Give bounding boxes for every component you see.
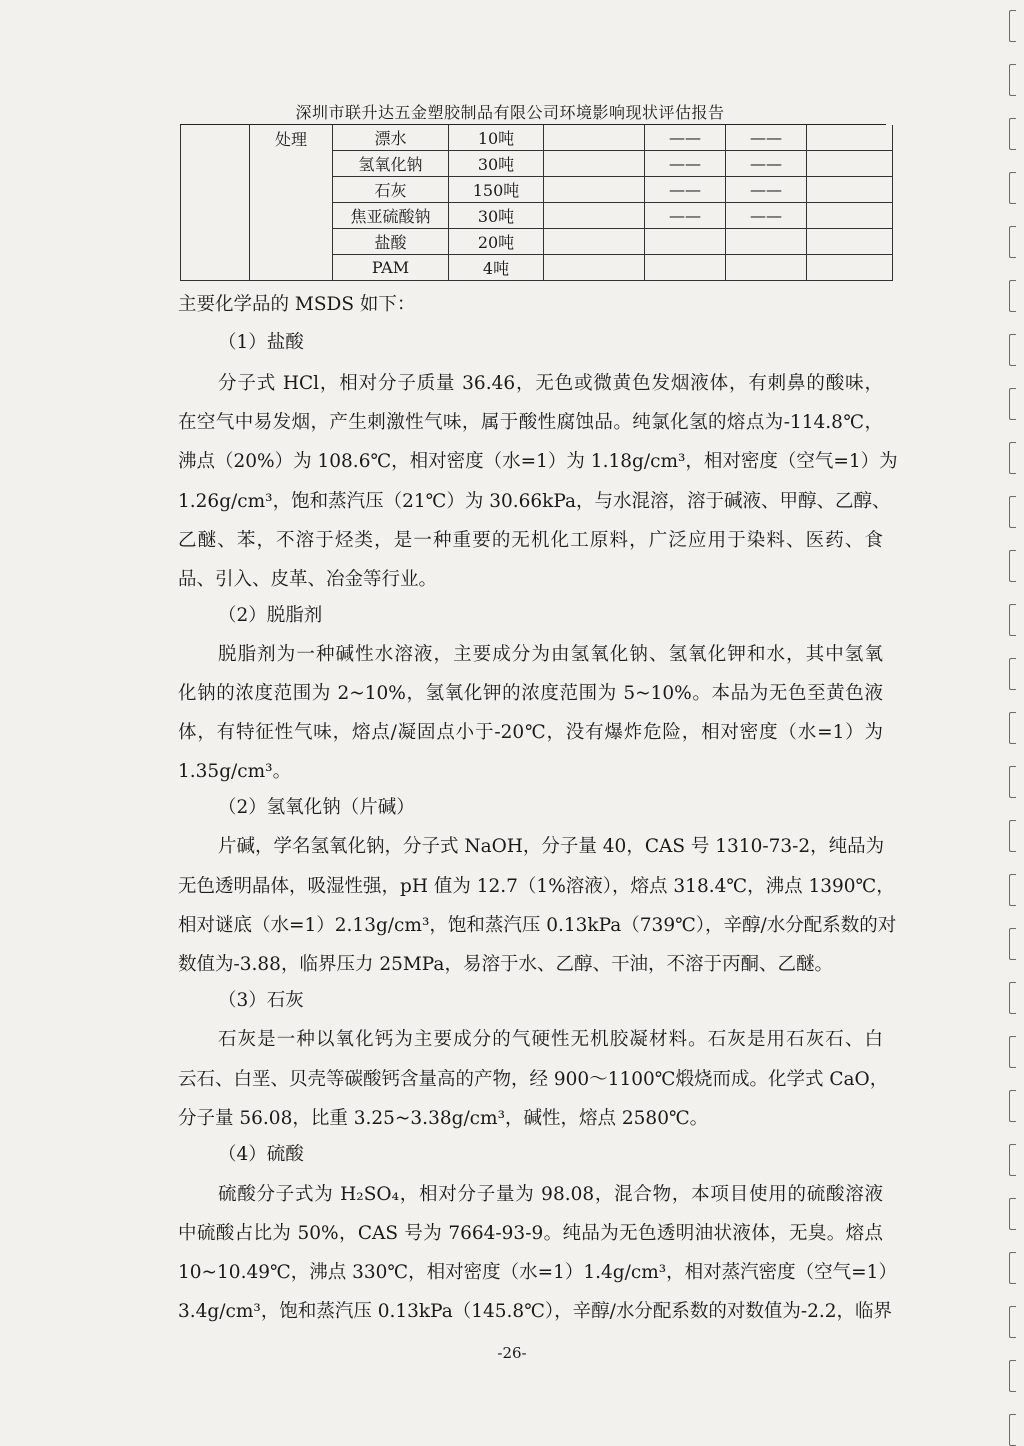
binding-hole — [1009, 388, 1016, 420]
paragraph-line: 在空气中易发烟，产生刺激性气味，属于酸性腐蚀品。纯氯化氢的熔点为-114.8℃， — [178, 412, 883, 433]
paragraph-line: 无色透明晶体，吸湿性强，pH 值为 12.7（1%溶液），熔点 318.4℃，沸点 1390℃， — [178, 876, 895, 897]
binding-hole — [1009, 1198, 1016, 1230]
chemical-amount: 30吨 — [449, 151, 544, 177]
paragraph-line: 分子式 HCl，相对分子质量 36.46，无色或微黄色发烟液体，有刺鼻的酸味， — [218, 373, 883, 394]
dash-cell: —— — [726, 177, 807, 203]
table-cell — [544, 255, 645, 281]
binding-hole — [1009, 982, 1016, 1014]
binding-hole — [1009, 496, 1016, 528]
binding-hole — [1009, 280, 1016, 312]
binding-hole — [1009, 604, 1016, 636]
paragraph-line: 沸点（20%）为 108.6℃，相对密度（水=1）为 1.18g/cm³，相对密度（空气=1）为 — [178, 451, 898, 472]
chemical-name: 石灰 — [333, 177, 449, 203]
binding-hole — [1009, 226, 1016, 258]
table-cell — [807, 125, 893, 151]
chemical-name: 焦亚硫酸钠 — [333, 203, 449, 229]
paragraph-line: 乙醚、苯，不溶于烃类，是一种重要的无机化工原料，广泛应用于染料、医药、食 — [178, 530, 883, 551]
chemical-amount: 20吨 — [449, 229, 544, 255]
paragraph-line: 相对谜底（水=1）2.13g/cm³，饱和蒸汽压 0.13kPa（739℃），辛醇/水分配系数的对 — [178, 915, 897, 936]
chemical-name: 氢氧化钠 — [333, 151, 449, 177]
section-heading: （1）盐酸 — [218, 332, 304, 353]
binding-hole — [1009, 442, 1016, 474]
paragraph-line: 10~10.49℃，沸点 330℃，相对密度（水=1）1.4g/cm³，相对蒸汽密度（空气=1） — [178, 1262, 897, 1283]
paragraph-line: 分子量 56.08，比重 3.25~3.38g/cm³，碱性，熔点 2580℃。 — [178, 1108, 709, 1129]
table-cell — [181, 125, 250, 281]
binding-hole — [1009, 712, 1016, 744]
chemical-table — [180, 125, 893, 281]
section-heading: （3）石灰 — [218, 990, 304, 1011]
dash-cell: —— — [645, 125, 726, 151]
chemical-amount: 4吨 — [449, 255, 544, 281]
chemical-name: PAM — [333, 255, 449, 281]
table-cell — [544, 177, 645, 203]
binding-hole — [1009, 1306, 1016, 1338]
paragraph-line: 片碱，学名氢氧化钠，分子式 NaOH，分子量 40，CAS 号 1310-73-2，纯品为 — [218, 836, 885, 857]
paragraph-line: 数值为-3.88，临界压力 25MPa，易溶于水、乙醇、干油，不溶于丙酮、乙醚。 — [178, 954, 833, 975]
chemical-name: 漂水 — [333, 125, 449, 151]
binding-hole — [1009, 64, 1016, 96]
paragraph-line: 化钠的浓度范围为 2~10%，氢氧化钾的浓度范围为 5~10%。本品为无色至黄色液 — [178, 683, 883, 704]
paragraph-line: 石灰是一种以氧化钙为主要成分的气硬性无机胶凝材料。石灰是用石灰石、白 — [218, 1029, 883, 1050]
page-number: -26- — [497, 1344, 527, 1362]
binding-hole — [1009, 1252, 1016, 1284]
binding-hole — [1009, 172, 1016, 204]
dash-cell: —— — [726, 125, 807, 151]
binding-hole — [1009, 10, 1016, 42]
dash-cell: —— — [726, 151, 807, 177]
paragraph-line: 中硫酸占比为 50%，CAS 号为 7664-93-9。纯品为无色透明油状液体，无臭。熔点 — [178, 1223, 883, 1244]
binding-hole — [1009, 334, 1016, 366]
binding-hole — [1009, 1360, 1016, 1392]
binding-hole — [1009, 820, 1016, 852]
dash-cell: —— — [645, 203, 726, 229]
category-cell: 处理 — [250, 125, 333, 281]
binding-hole — [1009, 658, 1016, 690]
section-heading: （2）氢氧化钠（片碱） — [218, 797, 415, 818]
binding-hole — [1009, 1414, 1016, 1446]
table-cell — [544, 125, 645, 151]
paragraph-line: 硫酸分子式为 H₂SO₄，相对分子量为 98.08，混合物，本项目使用的硫酸溶液 — [218, 1184, 883, 1205]
chemical-amount: 150吨 — [449, 177, 544, 203]
msds-intro: 主要化学品的 MSDS 如下： — [178, 294, 416, 315]
table-cell — [807, 229, 893, 255]
chemical-name: 盐酸 — [333, 229, 449, 255]
table-row — [181, 125, 893, 151]
binding-hole — [1009, 1144, 1016, 1176]
binding-hole — [1009, 874, 1016, 906]
dash-cell: —— — [645, 177, 726, 203]
paragraph-line: 云石、白垩、贝壳等碳酸钙含量高的产物，经 900～1100℃煅烧而成。化学式 CaO， — [178, 1069, 889, 1090]
binding-hole — [1009, 766, 1016, 798]
table-cell — [544, 203, 645, 229]
dash-cell: —— — [645, 151, 726, 177]
binding-hole — [1009, 928, 1016, 960]
report-header: 深圳市联升达五金塑胶制品有限公司环境影响现状评估报告 — [295, 103, 725, 122]
paragraph-line: 3.4g/cm³，饱和蒸汽压 0.13kPa（145.8℃），辛醇/水分配系数的对数值为-2.2，临界 — [178, 1301, 893, 1322]
table-cell — [807, 203, 893, 229]
section-heading: （2）脱脂剂 — [218, 605, 323, 626]
table-cell — [544, 229, 645, 255]
paragraph-line: 脱脂剂为一种碱性水溶液，主要成分为由氢氧化钠、氢氧化钾和水，其中氢氧 — [218, 644, 883, 665]
binding-hole — [1009, 118, 1016, 150]
binding-hole — [1009, 1090, 1016, 1122]
dash-cell — [726, 255, 807, 281]
table-cell — [807, 151, 893, 177]
paragraph-line: 体，有特征性气味，熔点/凝固点小于-20℃，没有爆炸危险，相对密度（水=1）为 — [178, 722, 883, 743]
paragraph-line: 1.35g/cm³。 — [178, 761, 292, 782]
chemical-amount: 10吨 — [449, 125, 544, 151]
dash-cell — [645, 255, 726, 281]
dash-cell: —— — [726, 203, 807, 229]
table-cell — [807, 255, 893, 281]
dash-cell — [645, 229, 726, 255]
binding-hole — [1009, 550, 1016, 582]
table-cell — [807, 177, 893, 203]
section-heading: （4）硫酸 — [218, 1144, 304, 1165]
paragraph-line: 1.26g/cm³，饱和蒸汽压（21℃）为 30.66kPa，与水混溶，溶于碱液、甲醇、乙醇、 — [178, 491, 891, 512]
binding-hole — [1009, 1036, 1016, 1068]
table-cell — [544, 151, 645, 177]
chemical-amount: 30吨 — [449, 203, 544, 229]
dash-cell — [726, 229, 807, 255]
paragraph-line: 品、引入、皮革、冶金等行业。 — [178, 569, 438, 590]
